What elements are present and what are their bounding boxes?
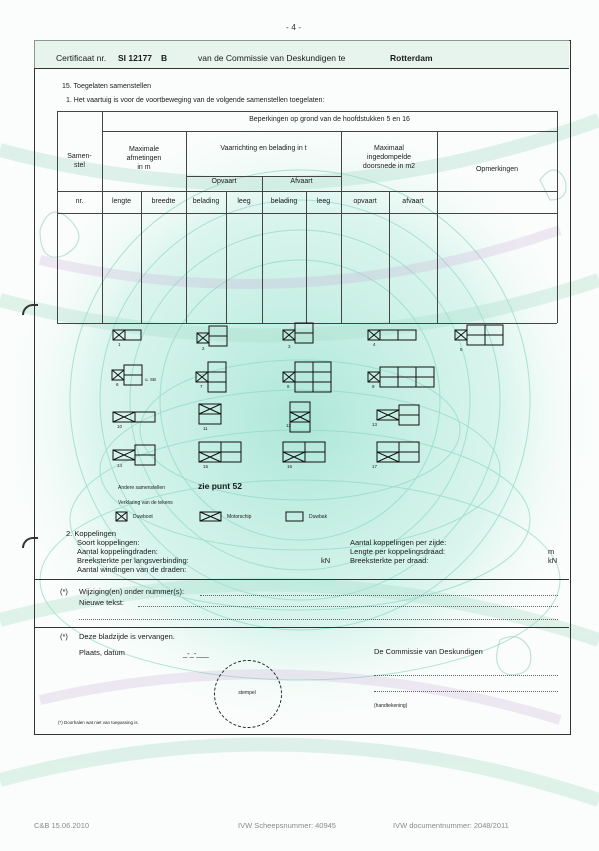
signature-line: [374, 675, 558, 676]
nieuwe-tekst: Nieuwe tekst:: [79, 598, 125, 607]
col-vaarrichting: Vaarrichting en belading in t: [220, 145, 307, 152]
duwbak-icon: [285, 511, 305, 523]
sub-afvaart: afvaart: [402, 198, 424, 205]
restrictions-header: Beperkingen op grond van de hoofdstukken 5 en 16: [249, 116, 410, 123]
diagram-label-5: 5: [460, 347, 463, 352]
other-label: Andere samenstellen: [118, 485, 165, 491]
footer-right: IVW documentnummer: 2048/2011: [393, 821, 509, 830]
section-15-item1: 1. Het vaartuig is voor de voortbeweging van de volgende samenstellen toegelaten:: [66, 97, 325, 104]
col-max-afmetingen: Maximale afmetingen in m: [126, 146, 162, 171]
sub-leeg-2: leeg: [316, 198, 331, 205]
diagram-label-9: 9: [372, 384, 375, 389]
section-divider: [34, 627, 569, 628]
lengte-per-draad: Lengte per koppelingsdraad:: [350, 547, 446, 556]
col-opvaart: Opvaart: [211, 178, 237, 185]
legend-duwboot: Duwboot: [133, 514, 153, 520]
vervangen-text: Deze bladzijde is vervangen.: [79, 632, 175, 641]
col-samenstel: Samen- stel: [67, 153, 92, 169]
diagram-label-10: 10: [117, 424, 123, 429]
aantal-windingen: Aantal windingen van de draden:: [77, 565, 187, 574]
sub-lengte: lengte: [111, 198, 132, 205]
handtekening-label: (handtekening): [374, 703, 408, 709]
sub-opvaart: opvaart: [353, 198, 377, 205]
legend-title: Verklaring van de tekens: [118, 500, 173, 506]
nieuwe-tekst-line: [138, 606, 558, 607]
sub-belading-2: belading: [270, 198, 298, 205]
stamp-label: stempel: [238, 690, 256, 696]
section-15-title: 15. Toegelaten samenstellen: [62, 83, 151, 90]
diagram-label-14: 14: [117, 463, 123, 468]
cert-label: Certificaat nr.: [56, 53, 107, 63]
col-afvaart: Afvaart: [290, 178, 313, 185]
col-opmerkingen: Opmerkingen: [475, 166, 519, 173]
sub-nr: nr.: [75, 198, 84, 205]
legend-motorschip: Motorschip: [227, 514, 252, 520]
diagram-label-13: 13: [372, 422, 378, 427]
place-date-label: Plaats, datum: [79, 648, 125, 657]
sb-label: u. SB: [145, 377, 157, 382]
wijziging-marker: (*): [60, 587, 68, 596]
wijziging-line: [200, 595, 558, 596]
soort-koppelingen: Soort koppelingen:: [77, 538, 140, 547]
footnote: (*) Doorhalen wat niet van toepassing is.: [58, 720, 139, 725]
legend-duwbak: Duwbak: [309, 514, 328, 520]
commission-text: van de Commissie van Deskundigen te: [198, 53, 346, 63]
city: Rotterdam: [390, 53, 433, 63]
vervangen-marker: (*): [60, 632, 68, 641]
diagram-label-1: 1: [118, 342, 121, 347]
date-field: _-_-___: [183, 649, 209, 658]
sub-leeg-1: leeg: [237, 198, 251, 205]
unit-kn-2: kN: [548, 556, 558, 565]
diagram-label-8: 8: [287, 384, 290, 389]
breeksterkte-draad: Breeksterkte per draad:: [350, 556, 429, 565]
unit-m: m: [548, 547, 555, 556]
page-number: - 4 -: [286, 22, 302, 32]
nieuwe-tekst-line: [79, 619, 558, 620]
sub-breedte: breedte: [151, 198, 176, 205]
diagram-label-12: 12: [286, 423, 292, 428]
wijziging-text: Wijziging(en) onder nummer(s):: [79, 587, 185, 596]
aantal-koppelingdraden: Aantal koppelingdraden:: [77, 547, 158, 556]
aantal-per-zijde: Aantal koppelingen per zijde:: [350, 538, 447, 547]
col-max-doorsnede: Maximaal ingedompelde doorsnede in m2: [362, 145, 416, 170]
diagram-label-15: 15: [203, 464, 209, 469]
cert-number: SI 12177: [118, 53, 153, 63]
diagram-label-6: 6: [116, 382, 119, 387]
footer-center: IVW Scheepsnummer: 40945: [238, 821, 336, 830]
section-divider: [34, 579, 569, 580]
duwboot-icon: [115, 511, 129, 523]
diagram-label-4: 4: [373, 342, 376, 347]
diagram-label-16: 16: [287, 464, 293, 469]
motorschip-icon: [199, 511, 223, 523]
commission-signature: De Commissie van Deskundigen: [374, 647, 483, 656]
diagram-label-2: 2: [202, 346, 205, 351]
other-value: zie punt 52: [198, 481, 242, 491]
diagram-label-11: 11: [203, 426, 208, 431]
sub-belading-1: belading: [192, 198, 220, 205]
diagram-label-3: 3: [288, 344, 291, 349]
unit-kn-1: kN: [321, 556, 331, 565]
cert-suffix: B: [161, 53, 168, 63]
diagram-label-7: 7: [200, 384, 203, 389]
diagram-label-17: 17: [372, 464, 378, 469]
breeksterkte-langs: Breeksterkte per langsverbinding:: [77, 556, 189, 565]
signature-line: [374, 691, 558, 692]
footer-left: C&B 15.06.2010: [34, 821, 90, 830]
koppelingen-title: 2. Koppelingen: [66, 529, 117, 538]
